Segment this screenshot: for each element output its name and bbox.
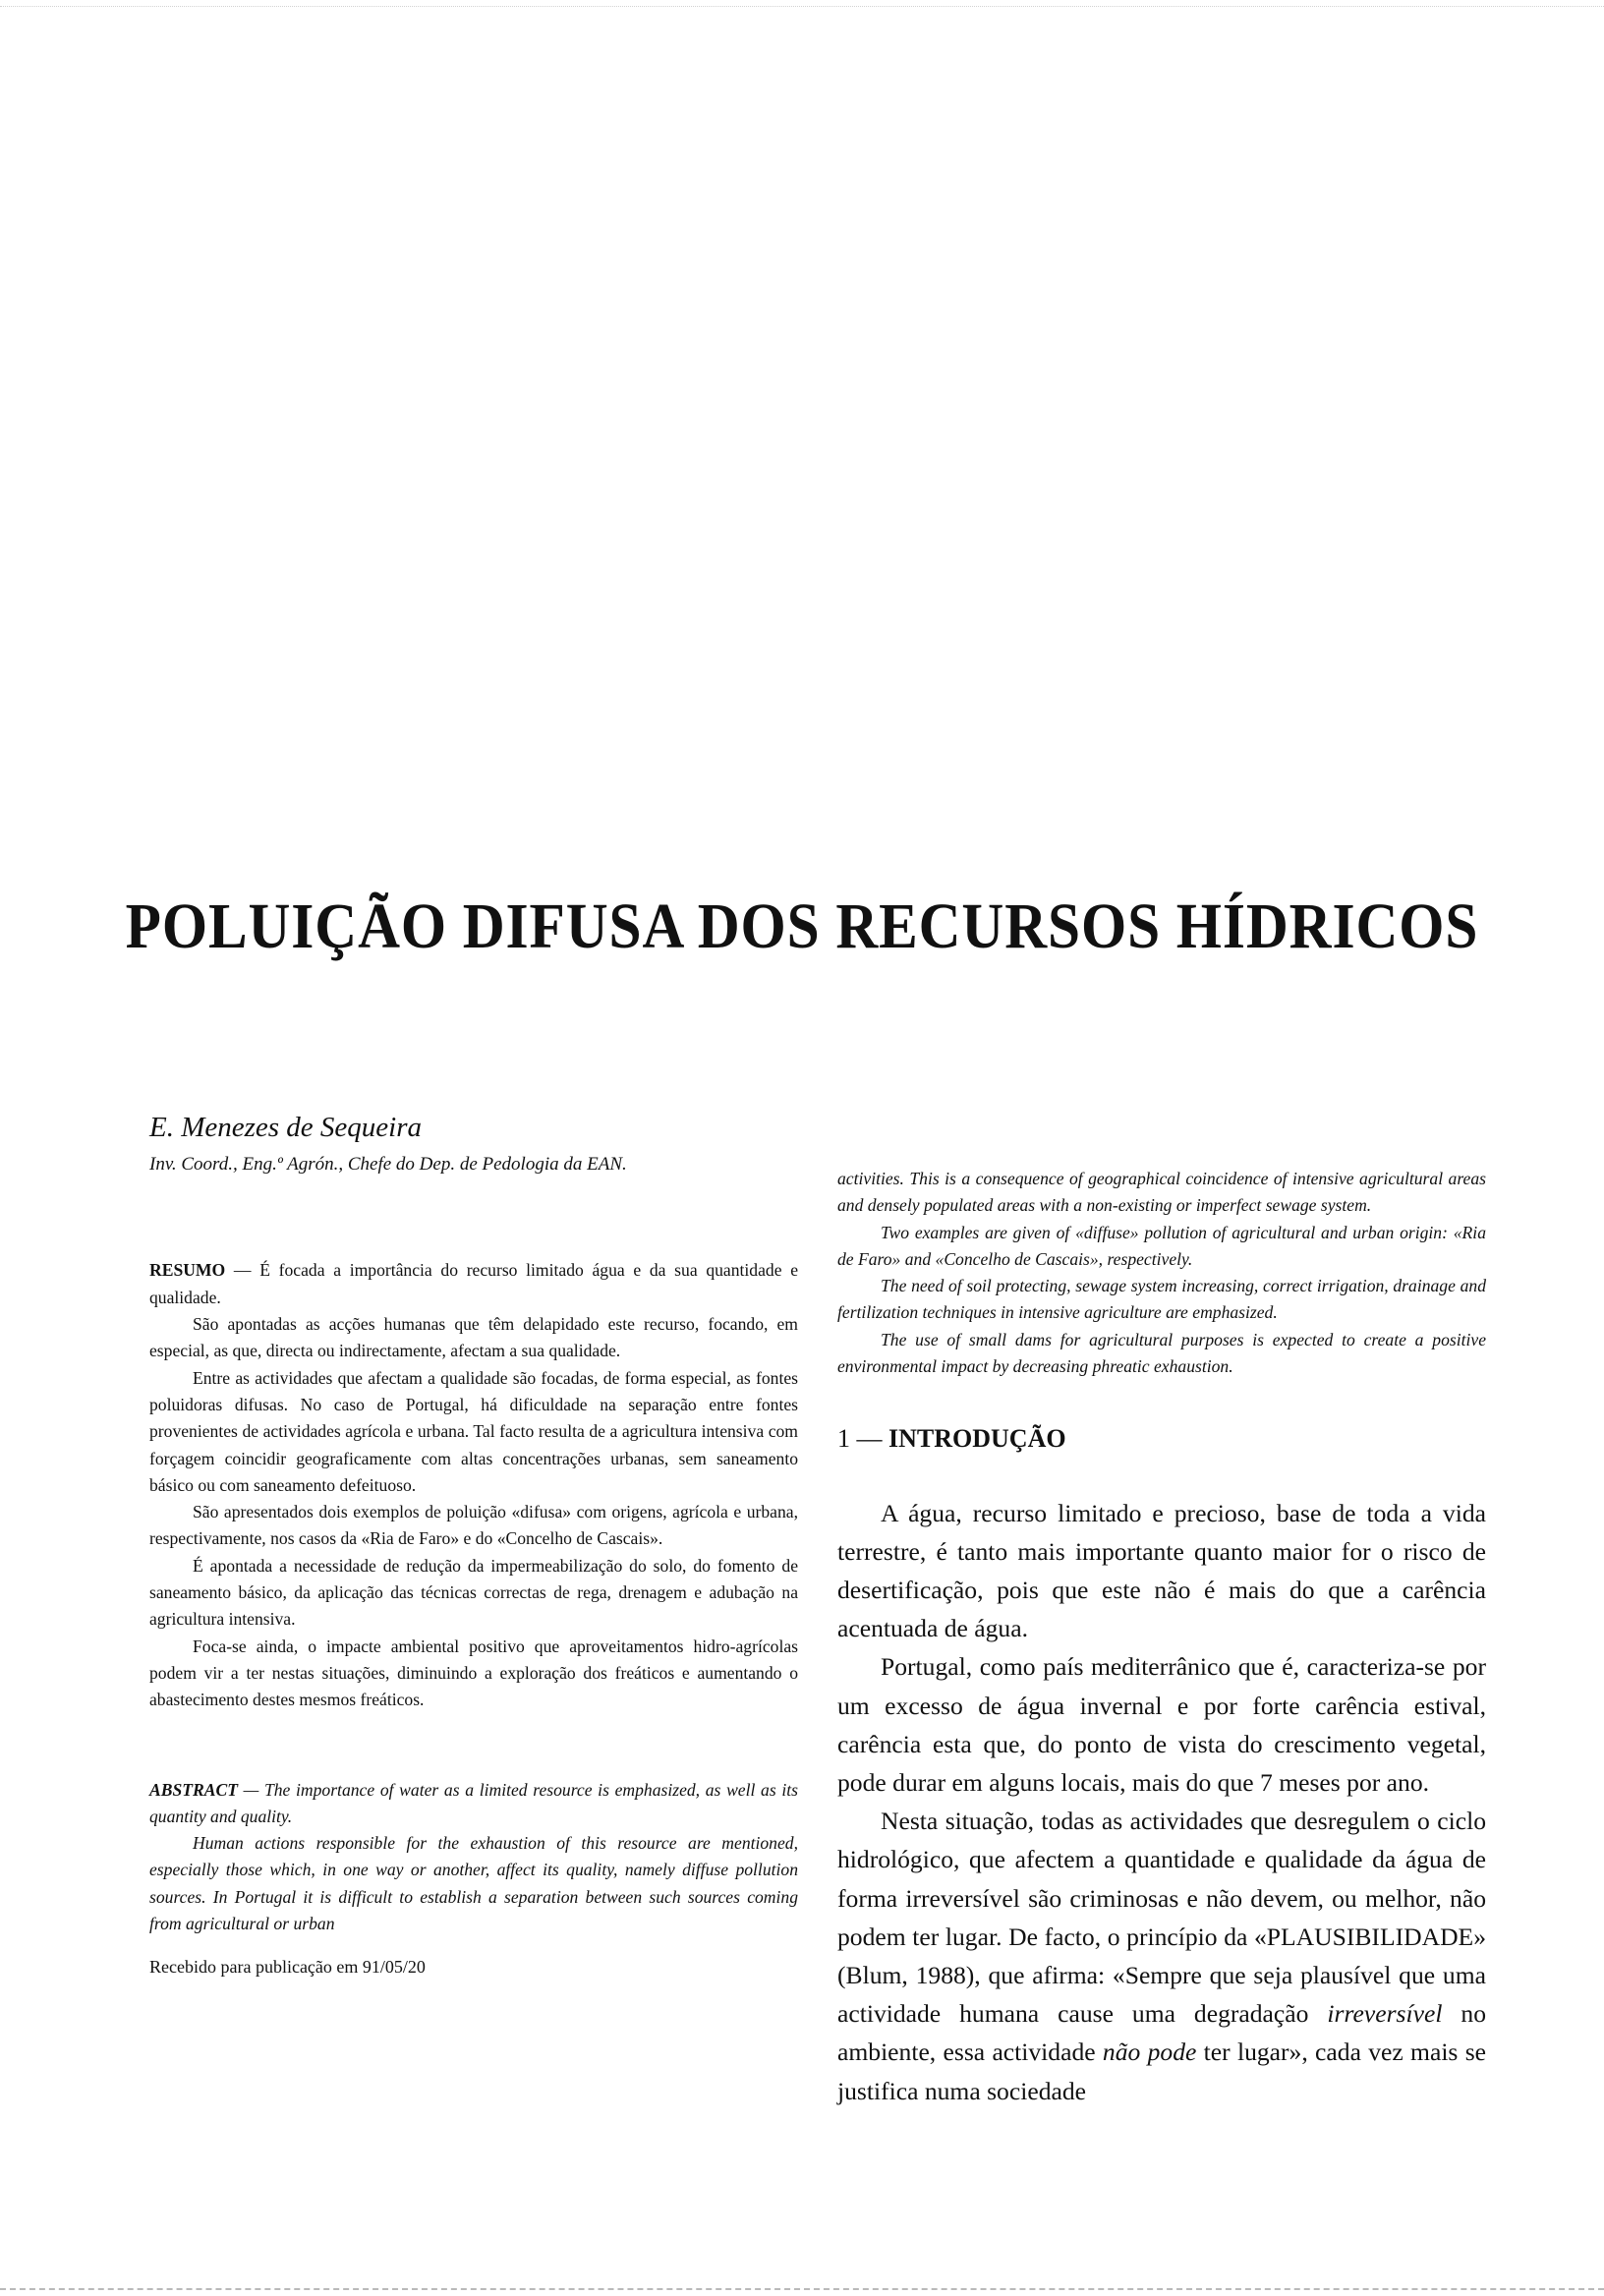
section-number: 1 — [837, 1424, 888, 1454]
abstract-continued [837, 1166, 1486, 1380]
section-heading [837, 1423, 1486, 1454]
abstract-paragraph: activities. This is a consequence of geographical coincidence of intensive agricultural areas and densely populated areas with a non-existing or imperfect sewage system. [837, 1169, 1486, 1216]
intro-paragraph: Nesta situação, todas as actividades que desregulem o ciclo hidrológico, que afectem a quantidade e qualidade da água de forma irreversível são criminosas e não devem, ou melhor, não podem ter lugar. De facto, o princípio da «PLAUSIBILIDADE» (Blum, 1988), que afirma: «Sempre que seja plausível que uma actividade humana cause uma degradação irreversível no ambiente, essa actividade não pode ter lugar», cada vez mais se justifica numa sociedade [837, 1807, 1487, 2105]
abstract-paragraph: ABSTRACT — The importance of water as a limited resource is emphasized, as well as its quantity and quality. [149, 1779, 798, 1826]
intro-paragraph: A água, recurso limitado e precioso, base de toda a vida terrestre, é tanto mais importante quanto maior for o risco de desertificação, pois que este não é mais do que a carência acentuada de água. [837, 1498, 1486, 1643]
paper-title: POLUIÇÃO DIFUSA DOS RECURSOS HÍDRICOS [125, 890, 1479, 962]
resumo-section [149, 1257, 798, 1713]
scan-artifact-bottom [0, 2288, 1604, 2290]
resumo-paragraph: RESUMO — É focada a importância do recurso limitado água e da sua quantidade e qualidade. [149, 1260, 798, 1307]
resumo-paragraph: Entre as actividades que afectam a qualidade são focadas, de forma especial, as fontes poluidoras difusas. No caso de Portugal, há dificuldade na separação entre fontes provenientes de actividades agrícola e urbana. Tal facto resulta de a agricultura intensiva com forçagem coincidir geograficamente com altas concentrações urbanas, sem saneamento básico ou com saneamento defeituoso. [149, 1367, 798, 1495]
abstract-label: ABSTRACT [149, 1779, 238, 1800]
abstract-paragraph: The use of small dams for agricultural purposes is expected to create a positive environmental impact by decreasing phreatic exhaustion. [837, 1329, 1486, 1377]
resumo-paragraph: São apontadas as acções humanas que têm delapidado este recurso, focando, em especial, as que, directa ou indirectamente, afectam a sua qualidade. [149, 1314, 798, 1361]
resumo-paragraph: Foca-se ainda, o impacte ambiental positivo que aproveitamentos hidro-agrícolas podem vir a ter nestas situações, diminuindo a exploração dos freáticos e aumentando o abastecimento destes mesmos freáticos. [149, 1636, 798, 1710]
abstract-paragraph: The need of soil protecting, sewage system increasing, correct irrigation, drainage and fertilization techniques in intensive agriculture are emphasized. [837, 1276, 1486, 1323]
author-affiliation: Inv. Coord., Eng.º Agrón., Chefe do Dep. de Pedologia da EAN. [149, 1153, 627, 1175]
resumo-label: RESUMO [149, 1260, 226, 1281]
right-column [837, 1166, 1486, 2110]
section-title: INTRODUÇÃO [888, 1424, 1066, 1454]
intro-paragraph: Portugal, como país mediterrânico que é, caracteriza-se por um excesso de água invernal e por forte carência estival, carência esta que, do ponto de vista do crescimento vegetal, pode durar em alguns locais, mais do que 7 meses por ano. [837, 1652, 1486, 1797]
author-name: E. Menezes de Sequeira [149, 1112, 423, 1143]
abstract-paragraph: Human actions responsible for the exhaustion of this resource are mentioned, especially those which, in one way or another, affect its quality, namely diffuse pollution sources. In Portugal it is difficult to establish a separation between such sources coming from agricultural or urban [149, 1833, 798, 1934]
received-date: Recebido para publicação em 91/05/20 [149, 1957, 426, 1978]
resumo-paragraph: É apontada a necessidade de redução da impermeabilização do solo, do fomento de saneamento básico, da aplicação das técnicas correctas de rega, drenagem e adubação na agricultura intensiva. [149, 1555, 798, 1630]
abstract-section [149, 1777, 798, 1938]
introduction-body [837, 1494, 1486, 2110]
resumo-paragraph: São apresentados dois exemplos de poluição «difusa» com origens, agrícola e urbana, respectivamente, nos casos da «Ria de Faro» e do «Concelho de Cascais». [149, 1502, 798, 1549]
left-column [149, 1111, 798, 1979]
abstract-paragraph: Two examples are given of «diffuse» pollution of agricultural and urban origin: «Ria de Faro» and «Concelho de Cascais», respectively. [837, 1222, 1486, 1269]
scan-artifact-top [0, 6, 1604, 7]
